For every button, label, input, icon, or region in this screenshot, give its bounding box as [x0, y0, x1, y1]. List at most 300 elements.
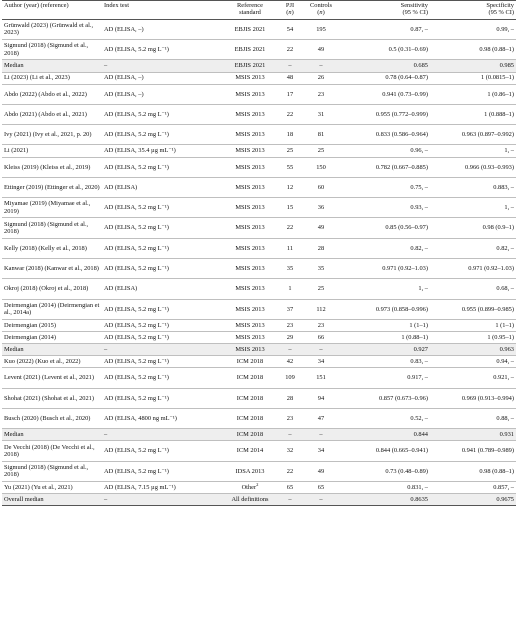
cell-index-test-text: –	[104, 495, 108, 503]
cell-sensitivity	[340, 125, 430, 145]
cell-specificity-text: 0.963 (0.897–0.992)	[461, 131, 514, 139]
cell-index-test	[102, 429, 222, 441]
cell-specificity-text: 0.99, –	[496, 25, 514, 33]
cell-reference-standard	[222, 145, 278, 157]
cell-specificity-text: 0.98 (0.88–1)	[479, 46, 514, 54]
cell-pji-text: 23	[286, 321, 294, 329]
cell-index-test-text: AD (ELISA, 5.2 mg L⁻¹)	[104, 305, 169, 313]
cell-specificity-text: 0.969 (0.913–0.994)	[461, 394, 514, 402]
cell-pji-text: 37	[286, 305, 294, 313]
cell-controls-text: 49	[317, 467, 325, 475]
cell-index-test-text: AD (ELISA, 5.2 mg L⁻¹)	[104, 46, 169, 54]
cell-author	[2, 279, 102, 299]
cell-index-test	[102, 104, 222, 124]
cell-author	[2, 441, 102, 461]
cell-index-test-text: AD (ELISA)	[104, 183, 138, 191]
cell-author	[2, 344, 102, 356]
header-specificity-line-1: Specificity	[486, 2, 514, 9]
cell-specificity	[430, 218, 516, 238]
cell-index-test-text: –	[104, 62, 108, 70]
cell-sensitivity	[340, 177, 430, 197]
cell-reference-standard	[222, 218, 278, 238]
cell-index-test	[102, 344, 222, 356]
cell-sensitivity-text: 0.782 (0.667–0.885)	[375, 163, 428, 171]
cell-index-test-text: AD (ELISA, 5.2 mg L⁻¹)	[104, 447, 169, 455]
cell-specificity-text: 0.985	[499, 62, 514, 70]
cell-specificity-text: 1 (0.86–1)	[487, 90, 514, 98]
cell-specificity-text: 0.88, –	[496, 414, 514, 422]
cell-controls	[302, 60, 340, 72]
cell-specificity-text: 0.963	[499, 345, 514, 353]
cell-controls	[302, 481, 340, 493]
cell-sensitivity-text: 0.844 (0.665–0.941)	[375, 447, 428, 455]
cell-reference-standard	[222, 344, 278, 356]
table-row	[2, 279, 516, 299]
cell-author-text: Kuo (2022) (Kuo et al., 2022)	[4, 358, 81, 366]
cell-index-test	[102, 461, 222, 481]
cell-controls	[302, 299, 340, 319]
table-row	[2, 368, 516, 388]
cell-controls	[302, 104, 340, 124]
cell-author	[2, 145, 102, 157]
cell-index-test	[102, 177, 222, 197]
table-row	[2, 104, 516, 124]
cell-index-test	[102, 84, 222, 104]
cell-author	[2, 388, 102, 408]
cell-reference-standard-text: MSIS 2013	[235, 110, 265, 118]
cell-specificity	[430, 238, 516, 258]
cell-index-test	[102, 157, 222, 177]
cell-specificity	[430, 40, 516, 60]
cell-reference-standard	[222, 198, 278, 218]
cell-pji-text: 22	[286, 46, 294, 54]
cell-sensitivity-text: 0.685	[413, 62, 428, 70]
cell-specificity	[430, 408, 516, 428]
cell-pji	[278, 299, 302, 319]
cell-author	[2, 157, 102, 177]
cell-pji-text: 22	[286, 224, 294, 232]
cell-reference-standard-text: MSIS 2013	[235, 163, 265, 171]
cell-pji	[278, 279, 302, 299]
cell-reference-standard-text: MSIS 2013	[235, 285, 265, 293]
cell-index-test-text: AD (ELISA, 4800 ng mL⁻¹)	[104, 414, 177, 422]
cell-index-test	[102, 198, 222, 218]
cell-author	[2, 299, 102, 319]
cell-sensitivity-text: 0.75, –	[410, 183, 428, 191]
cell-author	[2, 356, 102, 368]
cell-reference-standard	[222, 125, 278, 145]
cell-reference-standard-text: ICM 2018	[236, 431, 264, 439]
cell-index-test	[102, 40, 222, 60]
cell-controls-text: 66	[317, 333, 325, 341]
cell-specificity	[430, 72, 516, 84]
cell-sensitivity-text: 0.833 (0.586–0.964)	[375, 131, 428, 139]
cell-controls	[302, 441, 340, 461]
cell-specificity	[430, 125, 516, 145]
table-row	[2, 125, 516, 145]
cell-author-text: Median	[4, 62, 24, 70]
cell-specificity	[430, 388, 516, 408]
cell-author-text: De Vecchi (2018) (De Vecchi et al., 2018)	[4, 443, 95, 458]
cell-author-text: Shohat (2021) (Shohat et al., 2021)	[4, 394, 94, 402]
cell-pji-text: 18	[286, 131, 294, 139]
cell-controls-text: 35	[317, 265, 325, 272]
cell-pji-text: 12	[286, 183, 294, 191]
table-row	[2, 198, 516, 218]
cell-sensitivity-text: 0.52, –	[410, 414, 428, 422]
cell-reference-standard-text: MSIS 2013	[235, 321, 265, 329]
cell-pji-text: 17	[286, 90, 294, 98]
cell-controls-text: 60	[317, 183, 325, 191]
cell-controls-text: 151	[316, 374, 326, 382]
cell-index-test-text: AD (ELISA, –)	[104, 74, 144, 82]
cell-controls-text: 150	[316, 163, 326, 171]
cell-sensitivity	[340, 218, 430, 238]
table-row	[2, 356, 516, 368]
cell-sensitivity-text: 0.73 (0.48–0.89)	[385, 467, 428, 475]
cell-controls-text: 49	[317, 224, 325, 232]
cell-specificity-text: 1 (0.888–1)	[484, 110, 514, 118]
cell-pji-text: 109	[285, 374, 295, 382]
cell-author-text: Sigmund (2018) (Sigmund et al., 2018)	[4, 220, 89, 236]
cell-controls-text: 65	[317, 483, 325, 491]
cell-specificity-text: 1, –	[504, 204, 514, 212]
cell-specificity	[430, 441, 516, 461]
cell-sensitivity-text: 0.973 (0.858–0.996)	[375, 305, 428, 313]
table-row	[2, 157, 516, 177]
cell-author-text: Grünwald (2023) (Grünwald et al., 2023)	[4, 22, 94, 37]
cell-specificity-text: 0.966 (0.93–0.993)	[465, 163, 514, 171]
cell-author-text: Miyamae (2019) (Miyamae et al., 2019)	[4, 200, 91, 215]
cell-index-test-text: AD (ELISA, –)	[104, 25, 144, 33]
cell-controls	[302, 19, 340, 39]
cell-author	[2, 429, 102, 441]
cell-sensitivity	[340, 279, 430, 299]
cell-specificity	[430, 198, 516, 218]
header-author: Author (year) (reference)	[2, 1, 102, 20]
cell-reference-standard	[222, 368, 278, 388]
cell-reference-standard	[222, 319, 278, 331]
cell-index-test-text: AD (ELISA, 5.2 mg L⁻¹)	[104, 131, 169, 139]
table-row	[2, 177, 516, 197]
cell-reference-standard-text: MSIS 2013	[235, 333, 265, 341]
cell-author-text: Median	[4, 345, 24, 353]
cell-reference-standard-text: Other	[241, 483, 257, 491]
cell-sensitivity-text: 0.927	[413, 345, 428, 353]
cell-specificity-text: 0.94, –	[496, 358, 514, 366]
cell-author-text: Ettinger (2019) (Ettinger et al., 2020)	[4, 183, 100, 191]
cell-author	[2, 177, 102, 197]
table-row	[2, 40, 516, 60]
cell-specificity-text: 0.971 (0.92–1.03)	[468, 265, 514, 272]
cell-controls	[302, 259, 340, 279]
cell-index-test-text: AD (ELISA, 35.4 µg mL⁻¹)	[104, 147, 176, 155]
cell-sensitivity	[340, 344, 430, 356]
cell-index-test	[102, 332, 222, 344]
cell-reference-standard	[222, 356, 278, 368]
cell-pji-text: 15	[286, 204, 294, 212]
cell-pji	[278, 40, 302, 60]
cell-index-test	[102, 145, 222, 157]
cell-controls-text: 36	[317, 204, 325, 212]
cell-controls-text: 49	[317, 46, 325, 54]
cell-reference-standard-text: MSIS 2013	[235, 265, 265, 272]
header-reference-standard	[222, 1, 278, 20]
cell-sensitivity	[340, 72, 430, 84]
cell-index-test	[102, 494, 222, 506]
cell-sensitivity	[340, 319, 430, 331]
cell-pji	[278, 104, 302, 124]
cell-controls	[302, 238, 340, 258]
cell-reference-standard	[222, 238, 278, 258]
cell-controls	[302, 319, 340, 331]
cell-controls-text: 34	[317, 447, 325, 455]
table-row	[2, 299, 516, 319]
table-row	[2, 259, 516, 279]
table-row	[2, 19, 516, 39]
cell-pji	[278, 177, 302, 197]
cell-reference-standard-text: ICM 2018	[236, 374, 264, 382]
cell-controls-text: –	[319, 62, 323, 70]
cell-pji-text: 55	[286, 163, 294, 171]
cell-specificity-text: 0.9675	[496, 495, 514, 503]
cell-controls	[302, 177, 340, 197]
cell-sensitivity-text: 0.87, –	[410, 25, 428, 33]
cell-index-test	[102, 319, 222, 331]
cell-reference-standard-text: MSIS 2013	[235, 244, 265, 252]
cell-controls	[302, 84, 340, 104]
cell-specificity	[430, 494, 516, 506]
table-row	[2, 408, 516, 428]
cell-controls-text: –	[319, 345, 323, 353]
cell-sensitivity-text: 0.831, –	[407, 483, 428, 491]
cell-reference-standard	[222, 332, 278, 344]
cell-author-text: Deirmengian (2015)	[4, 321, 56, 329]
cell-specificity-text: 1 (0.0815–1)	[480, 74, 514, 82]
cell-pji	[278, 332, 302, 344]
cell-specificity-text: 0.68, –	[496, 285, 514, 293]
cell-sensitivity-text: 0.955 (0.772–0.999)	[375, 110, 428, 118]
cell-index-test-text: AD (ELISA, 5.2 mg L⁻¹)	[104, 467, 169, 475]
cell-reference-standard-text: EBJIS 2021	[234, 25, 266, 33]
cell-pji	[278, 125, 302, 145]
cell-reference-standard-text: MSIS 2013	[235, 183, 265, 191]
cell-reference-standard-text: MSIS 2013	[235, 224, 265, 232]
cell-sensitivity-text: 0.78 (0.64–0.87)	[385, 74, 428, 82]
cell-specificity	[430, 319, 516, 331]
cell-pji	[278, 408, 302, 428]
cell-reference-standard	[222, 408, 278, 428]
cell-pji-text: –	[288, 345, 292, 353]
cell-author-text: Yu (2021) (Yu et al., 2021)	[4, 483, 73, 491]
cell-specificity	[430, 332, 516, 344]
cell-author	[2, 104, 102, 124]
cell-specificity	[430, 429, 516, 441]
cell-pji	[278, 441, 302, 461]
cell-specificity	[430, 299, 516, 319]
header-controls-paren-open: (	[317, 9, 320, 17]
cell-sensitivity-text: 0.93, –	[410, 204, 428, 212]
cell-controls	[302, 388, 340, 408]
cell-sensitivity	[340, 84, 430, 104]
cell-pji	[278, 218, 302, 238]
cell-specificity	[430, 259, 516, 279]
cell-sensitivity	[340, 441, 430, 461]
cell-pji-text: 48	[286, 74, 294, 82]
cell-sensitivity	[340, 157, 430, 177]
cell-index-test	[102, 60, 222, 72]
cell-specificity	[430, 279, 516, 299]
cell-author	[2, 481, 102, 493]
header-index-test: Index test	[102, 1, 222, 20]
cell-author	[2, 368, 102, 388]
header-specificity	[430, 1, 516, 20]
table-row	[2, 319, 516, 331]
footnote-marker: 2	[256, 481, 259, 487]
cell-specificity-text: 0.98 (0.9–1)	[482, 224, 514, 232]
cell-specificity-text: 0.98 (0.88–1)	[479, 467, 514, 475]
cell-reference-standard-text: MSIS 2013	[235, 90, 265, 98]
cell-author	[2, 332, 102, 344]
cell-reference-standard	[222, 441, 278, 461]
cell-author	[2, 198, 102, 218]
table-row	[2, 72, 516, 84]
cell-pji-text: –	[288, 495, 292, 503]
cell-pji	[278, 388, 302, 408]
cell-author	[2, 408, 102, 428]
cell-reference-standard	[222, 40, 278, 60]
cell-sensitivity	[340, 40, 430, 60]
cell-pji-text: 35	[286, 265, 294, 272]
cell-reference-standard	[222, 157, 278, 177]
cell-index-test-text: AD (ELISA, 5.2 mg L⁻¹)	[104, 244, 169, 252]
cell-author-text: Kelly (2018) (Kelly et al., 2018)	[4, 244, 87, 252]
table-header	[2, 1, 516, 20]
cell-author-text: Sigmund (2018) (Sigmund et al., 2018)	[4, 463, 89, 479]
cell-index-test-text: AD (ELISA, 5.2 mg L⁻¹)	[104, 333, 169, 341]
cell-index-test	[102, 238, 222, 258]
cell-controls	[302, 429, 340, 441]
cell-controls-text: 28	[317, 244, 325, 252]
header-pji-line-1: PJI	[285, 2, 295, 9]
table-row	[2, 84, 516, 104]
cell-reference-standard	[222, 388, 278, 408]
cell-specificity	[430, 177, 516, 197]
cell-sensitivity	[340, 388, 430, 408]
cell-controls-text: 23	[317, 321, 325, 329]
cell-reference-standard	[222, 104, 278, 124]
cell-index-test-text: AD (ELISA, 5.2 mg L⁻¹)	[104, 163, 169, 171]
median-row	[2, 344, 516, 356]
table-row	[2, 145, 516, 157]
cell-specificity	[430, 157, 516, 177]
cell-controls-text: 25	[317, 147, 325, 155]
cell-specificity	[430, 104, 516, 124]
cell-index-test-text: AD (ELISA, 5.2 mg L⁻¹)	[104, 374, 169, 382]
cell-author	[2, 72, 102, 84]
cell-specificity	[430, 461, 516, 481]
cell-index-test	[102, 259, 222, 279]
cell-pji	[278, 461, 302, 481]
cell-index-test	[102, 481, 222, 493]
cell-author-text: Median	[4, 431, 24, 439]
table-row	[2, 332, 516, 344]
cell-index-test-text: AD (ELISA, 5.2 mg L⁻¹)	[104, 321, 169, 329]
cell-author-text: Kanwar (2018) (Kanwar et al., 2018)	[4, 265, 99, 272]
cell-controls	[302, 125, 340, 145]
cell-controls	[302, 279, 340, 299]
cell-sensitivity	[340, 408, 430, 428]
cell-sensitivity-text: 0.917, –	[407, 374, 428, 382]
cell-controls	[302, 218, 340, 238]
cell-pji	[278, 145, 302, 157]
cell-specificity	[430, 481, 516, 493]
cell-specificity	[430, 344, 516, 356]
cell-pji-text: 1	[288, 285, 292, 293]
cell-pji-text: –	[288, 431, 292, 439]
cell-pji-text: 11	[286, 244, 294, 252]
cell-pji-text: 28	[286, 394, 294, 402]
cell-sensitivity	[340, 356, 430, 368]
table-row	[2, 238, 516, 258]
cell-index-test	[102, 441, 222, 461]
cell-reference-standard-text: EBJIS 2021	[234, 62, 266, 70]
header-controls-paren-close: )	[322, 9, 325, 17]
cell-pji-text: 42	[286, 358, 294, 366]
cell-specificity-text: 0.931	[499, 431, 514, 439]
cell-sensitivity-text: 0.8635	[410, 495, 428, 503]
cell-index-test-text: AD (ELISA)	[104, 285, 138, 293]
cell-sensitivity	[340, 259, 430, 279]
cell-controls-text: 23	[317, 90, 325, 98]
cell-index-test	[102, 368, 222, 388]
cell-index-test	[102, 408, 222, 428]
cell-author	[2, 319, 102, 331]
cell-specificity-text: 0.955 (0.899–0.985)	[461, 305, 514, 313]
cell-specificity	[430, 368, 516, 388]
cell-reference-standard	[222, 72, 278, 84]
cell-author-text: Deirmengian (2014)	[4, 333, 56, 341]
cell-controls	[302, 157, 340, 177]
cell-pji	[278, 238, 302, 258]
cell-controls-text: 112	[316, 305, 326, 313]
cell-controls	[302, 40, 340, 60]
header-reference-standard-line-1: Reference	[237, 2, 263, 9]
header-sensitivity-line-2: (95 % CI)	[402, 9, 428, 17]
header-sensitivity	[340, 1, 430, 20]
cell-controls	[302, 368, 340, 388]
cell-specificity-text: 1 (0.95–1)	[487, 333, 514, 341]
cell-reference-standard-text: ICM 2018	[236, 394, 264, 402]
cell-controls	[302, 72, 340, 84]
cell-author-text: Li (2023) (Li et al., 2023)	[4, 74, 70, 82]
cell-sensitivity-text: 1 (0.88–1)	[401, 333, 428, 341]
header-pji-n: n	[288, 9, 292, 17]
cell-reference-standard	[222, 299, 278, 319]
cell-author	[2, 259, 102, 279]
cell-index-test	[102, 19, 222, 39]
cell-index-test-text: AD (ELISA, –)	[104, 90, 144, 98]
cell-reference-standard	[222, 84, 278, 104]
cell-controls	[302, 461, 340, 481]
cell-sensitivity	[340, 429, 430, 441]
cell-index-test	[102, 356, 222, 368]
cell-author	[2, 494, 102, 506]
cell-author-text: Abdo (2021) (Abdo et al., 2021)	[4, 110, 87, 118]
median-row	[2, 60, 516, 72]
cell-specificity-text: 0.82, –	[496, 244, 514, 252]
cell-controls-text: 47	[317, 414, 325, 422]
